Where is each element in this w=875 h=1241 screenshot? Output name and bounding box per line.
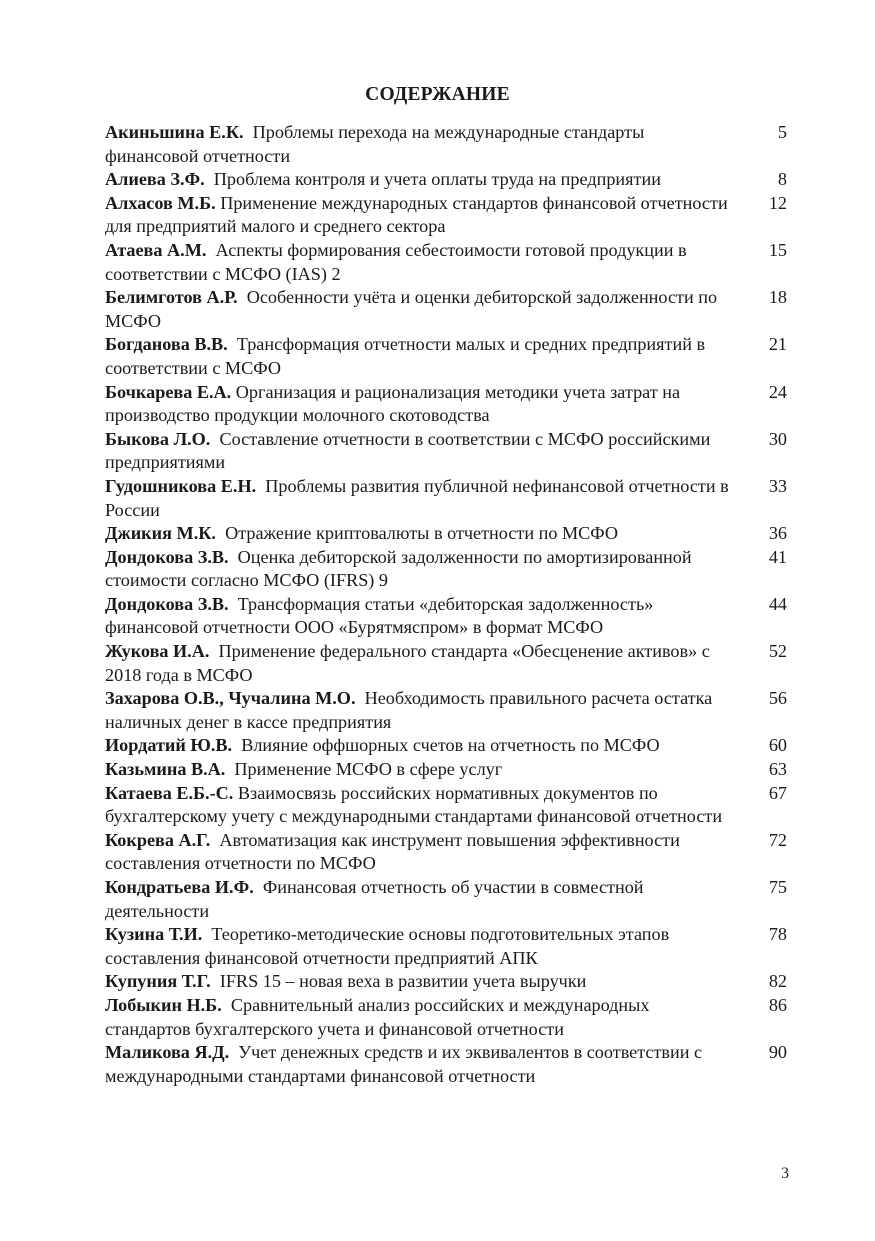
toc-entry-page: 8 bbox=[777, 169, 787, 190]
toc-entry-author: Купуния Т.Г. bbox=[105, 971, 211, 992]
toc-entry-text bbox=[105, 829, 743, 876]
toc-entry-text bbox=[105, 923, 743, 970]
toc-entry-page: 18 bbox=[768, 287, 787, 308]
toc-entry-author: Богданова В.В. bbox=[105, 334, 228, 355]
toc-entry[interactable] bbox=[105, 168, 787, 192]
toc-entry-author: Жукова И.А. bbox=[105, 641, 210, 662]
page-title: СОДЕРЖАНИЕ bbox=[365, 84, 510, 105]
toc-entry-text bbox=[105, 121, 743, 168]
toc-entry-title: Аспекты формирования себестоимости готовой продукции в соответствии с МСФО (IAS) 2 bbox=[105, 239, 687, 284]
toc-entry[interactable] bbox=[105, 381, 787, 428]
toc-entry-page: 72 bbox=[768, 829, 787, 850]
toc-entry-text bbox=[105, 286, 743, 333]
toc-entry[interactable] bbox=[105, 758, 787, 782]
toc-entry[interactable] bbox=[105, 333, 787, 380]
toc-entry-page: 86 bbox=[768, 994, 787, 1015]
toc-entry-title: Проблема контроля и учета оплаты труда на предприятии bbox=[213, 169, 661, 190]
toc-entry-text bbox=[105, 546, 743, 593]
toc-entry-title: Трансформация отчетности малых и средних предприятий в соответствии с МСФО bbox=[105, 334, 706, 378]
toc-entry[interactable] bbox=[105, 475, 787, 522]
toc-entry-author: Атаева А.М. bbox=[105, 239, 207, 260]
toc-entry-title: Оценка дебиторской задолженности по амортизированной стоимости согласно МСФО (IFRS) 9 bbox=[105, 546, 692, 591]
toc-entry[interactable] bbox=[105, 923, 787, 970]
toc-entry-page: 30 bbox=[768, 428, 787, 449]
toc-entry-page: 63 bbox=[768, 759, 787, 780]
page-number: 3 bbox=[781, 1165, 789, 1182]
toc-entry-text bbox=[105, 475, 743, 522]
toc-entry-title: Необходимость правильного расчета остатка наличных денег в кассе предприятия bbox=[105, 688, 713, 732]
toc-entry[interactable] bbox=[105, 121, 787, 168]
toc-entry-text bbox=[105, 640, 743, 687]
toc-entry[interactable] bbox=[105, 286, 787, 333]
toc-entry-text bbox=[105, 687, 743, 734]
toc-entry-page: 41 bbox=[768, 546, 787, 567]
toc-entry[interactable] bbox=[105, 593, 787, 640]
toc-entry-text bbox=[105, 192, 743, 239]
toc-entry[interactable] bbox=[105, 239, 787, 286]
toc-entry-author: Гудошникова Е.Н. bbox=[105, 475, 257, 496]
toc-entry-title: Взаимосвязь российских нормативных документов по бухгалтерскому учету с международными стандартами финансовой отчетности bbox=[105, 782, 723, 827]
toc-entry-text bbox=[105, 970, 743, 994]
toc-entry-title: Теоретико-методические основы подготовительных этапов составления финансовой отчетности предприятий АПК bbox=[105, 924, 670, 968]
toc-entry-title: Составление отчетности в соответствии с МСФО российскими предприятиями bbox=[105, 428, 711, 473]
toc-entry-author: Акиньшина Е.К. bbox=[105, 122, 244, 142]
toc-entry-text bbox=[105, 428, 743, 475]
toc-entry-page: 12 bbox=[768, 192, 787, 213]
toc-entry[interactable] bbox=[105, 734, 787, 758]
toc-entry[interactable] bbox=[105, 192, 787, 239]
toc-entry-text bbox=[105, 522, 743, 546]
toc-entry[interactable] bbox=[105, 829, 787, 876]
toc-entry-page: 75 bbox=[768, 877, 787, 897]
toc-entry-author: Алиева З.Ф. bbox=[105, 169, 205, 190]
toc-entry-title: Применение федерального стандарта «Обесценение активов» с 2018 года в МСФО bbox=[105, 641, 710, 685]
toc-entry-author: Иордатий Ю.В. bbox=[105, 735, 233, 756]
toc-entry-page: 36 bbox=[768, 523, 787, 544]
toc-entry-author: Казьмина В.А. bbox=[105, 759, 226, 780]
toc-entry-author: Белимготов А.Р. bbox=[105, 287, 238, 308]
toc-entry-author: Алхасов М.Б. bbox=[105, 192, 216, 213]
toc-entry-author: Кокрева А.Г. bbox=[105, 829, 211, 850]
toc-entry-page: 82 bbox=[768, 971, 787, 992]
toc-entry-author: Дондокова З.В. bbox=[105, 546, 229, 567]
toc-entry-title: Учет денежных средств и их эквивалентов в соответствии с международными стандартами финансовой отчетности bbox=[105, 1042, 703, 1086]
toc-entry-author: Дондокова З.В. bbox=[105, 593, 229, 614]
toc-entry-text bbox=[105, 782, 743, 829]
toc-entry-page: 33 bbox=[768, 475, 787, 496]
toc-entry-title: Организация и рационализация методики учета затрат на производство продукции молочного скотоводства bbox=[105, 381, 681, 426]
toc-entry-title: Автоматизация как инструмент повышения эффективности составления отчетности по МСФО bbox=[105, 829, 680, 874]
toc-entry-page: 44 bbox=[768, 593, 787, 614]
toc-entry-text bbox=[105, 1041, 743, 1088]
toc-entry[interactable] bbox=[105, 546, 787, 593]
toc-entry-page: 21 bbox=[768, 334, 787, 355]
toc-entry-page: 67 bbox=[768, 782, 787, 803]
toc-entry-page: 90 bbox=[768, 1042, 787, 1063]
toc-entry-author: Лобыкин Н.Б. bbox=[105, 994, 222, 1015]
toc-entry-title: Трансформация статьи «дебиторская задолженность» финансовой отчетности ООО «Бурятмяспром» в формат МСФО bbox=[105, 593, 654, 638]
toc-entry-title: Проблемы развития публичной нефинансовой отчетности в России bbox=[105, 475, 729, 520]
toc-entry[interactable] bbox=[105, 970, 787, 994]
toc-entry-page: 52 bbox=[768, 641, 787, 662]
toc-entry[interactable] bbox=[105, 640, 787, 687]
toc-entry[interactable] bbox=[105, 994, 787, 1041]
toc-entry-text bbox=[105, 734, 743, 758]
toc-entry-text bbox=[105, 876, 743, 923]
toc-entry-text bbox=[105, 333, 743, 380]
toc-entry[interactable] bbox=[105, 782, 787, 829]
toc-entry[interactable] bbox=[105, 1041, 787, 1088]
toc-entry-text bbox=[105, 593, 743, 640]
toc-entry-text bbox=[105, 758, 743, 782]
toc-entry-text bbox=[105, 168, 743, 192]
toc-entry-author: Кондратьева И.Ф. bbox=[105, 877, 254, 897]
toc-entry-title: Применение МСФО в сфере услуг bbox=[234, 759, 503, 780]
toc-entry[interactable] bbox=[105, 687, 787, 734]
toc-entry-title: Сравнительный анализ российских и международных стандартов бухгалтерского учета и финансовой отчетности bbox=[105, 994, 650, 1039]
toc-entry-title: Применение международных стандартов финансовой отчетности для предприятий малого и среднего сектора bbox=[105, 192, 728, 237]
toc-entry[interactable] bbox=[105, 522, 787, 546]
toc-entry-author: Захарова О.В., Чучалина М.О. bbox=[105, 688, 356, 709]
toc-entry-title: Влияние оффшорных счетов на отчетность по МСФО bbox=[241, 735, 660, 756]
toc-entry[interactable] bbox=[105, 428, 787, 475]
toc-entry-title: Отражение криптовалюты в отчетности по МСФО bbox=[225, 523, 619, 544]
toc-entry-text bbox=[105, 239, 743, 286]
toc-entry-page: 60 bbox=[768, 735, 787, 756]
toc-entry-author: Бочкарева Е.А. bbox=[105, 381, 232, 402]
toc-entry-page: 24 bbox=[768, 381, 787, 402]
toc-entry-author: Быкова Л.О. bbox=[105, 428, 211, 449]
toc-entry[interactable] bbox=[105, 876, 787, 923]
toc-entry-title: IFRS 15 – новая веха в развитии учета выручки bbox=[219, 971, 587, 992]
toc-entry-page: 56 bbox=[768, 688, 787, 709]
toc-entry-text bbox=[105, 381, 743, 428]
toc-entry-title: Финансовая отчетность об участии в совместной деятельности bbox=[105, 877, 644, 921]
toc-entry-author: Джикия М.К. bbox=[105, 523, 216, 544]
toc-entry-text bbox=[105, 994, 743, 1041]
toc-entry-author: Маликова Я.Д. bbox=[105, 1042, 230, 1063]
toc-entry-title: Особенности учёта и оценки дебиторской задолженности по МСФО bbox=[105, 287, 718, 331]
toc-entry-author: Катаева Е.Б.-С. bbox=[105, 782, 234, 803]
toc-entry-title: Проблемы перехода на международные стандарты финансовой отчетности bbox=[105, 122, 645, 166]
toc-entry-page: 15 bbox=[768, 239, 787, 260]
table-of-contents bbox=[105, 121, 787, 1088]
toc-entry-page: 78 bbox=[768, 924, 787, 945]
toc-entry-author: Кузина Т.И. bbox=[105, 924, 203, 945]
toc-entry-page: 5 bbox=[777, 122, 787, 142]
